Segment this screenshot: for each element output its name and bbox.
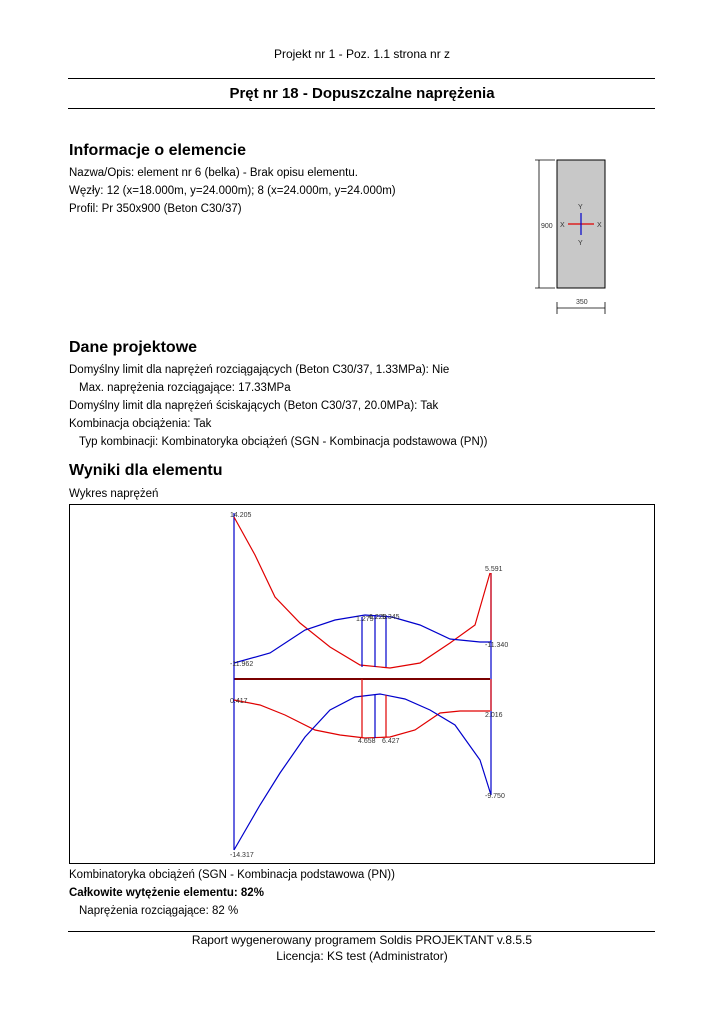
annotation-top-left: 14.205 [230,512,252,519]
x-axis-label-right: X [597,222,602,229]
y-axis-label-bottom: Y [578,240,583,247]
design-heading: Dane projektowe [69,339,198,356]
annotation-bottom-left: 0.417 [230,698,248,705]
y-axis-label-top: Y [578,204,583,211]
annotation-top-mid-2: 6.220 [369,614,387,621]
footer-generator: Raport wygenerowany programem Soldis PROJEKTANT v.8.5.5 [191,933,533,947]
annotation-top-mid-1: 1.275 [356,616,374,623]
annotation-top-right-blue: -11.340 [485,642,509,649]
x-axis-label-left: X [560,222,565,229]
info-line-nodes: Węzły: 12 (x=18.000m, y=24.000m); 8 (x=24.000m, y=24.000m) [69,185,396,197]
total-utilization: Całkowite wytężenie elementu: 82% [69,887,264,899]
annotation-bottom-right-blue: -9.750 [485,793,505,800]
info-line-name: Nazwa/Opis: element nr 6 (belka) - Brak opisu elementu. [69,167,358,179]
cross-section-drawing [525,150,625,320]
width-label: 350 [576,299,588,306]
info-line-profile: Profil: Pr 350x900 (Beton C30/37) [69,203,242,215]
tension-utilization: Naprężenia rozciągające: 82 % [79,905,239,917]
design-line-combination-type: Typ kombinacji: Kombinatoryka obciążeń (SGN - Kombinacja podstawowa (PN)) [79,436,488,448]
annotation-bottom-mid-2: 6.427 [382,738,400,745]
chart-caption: Wykres naprężeń [69,488,159,500]
title-rule [68,108,655,109]
page-header: Projekt nr 1 - Poz. 1.1 strona nr z [273,47,451,61]
annotation-bottom-right: 2.016 [485,712,503,719]
design-line-load-combination: Kombinacja obciążenia: Tak [69,418,212,430]
stress-chart-frame [69,504,655,864]
design-line-max-tension: Max. naprężenia rozciągające: 17.33MPa [79,382,291,394]
footer-license: Licencja: KS test (Administrator) [276,949,448,963]
combination-line: Kombinatoryka obciążeń (SGN - Kombinacja podstawowa (PN)) [69,869,395,881]
annotation-bottom-mid-1: 4.658 [358,738,376,745]
page-title: Pręt nr 18 - Dopuszczalne naprężenia [229,85,495,102]
results-heading: Wyniki dla elementu [69,462,223,479]
header-rule [68,78,655,79]
height-label: 900 [541,223,553,230]
footer-rule [68,931,655,932]
annotation-bottom-left-blue: -14.317 [230,852,254,859]
annotation-top-mid-3: 5.345 [382,614,400,621]
info-heading: Informacje o elemencie [69,142,246,159]
stress-chart [70,505,654,863]
design-line-tension-limit: Domyślny limit dla naprężeń rozciągających (Beton C30/37, 1.33MPa): Nie [69,364,450,376]
design-line-compression-limit: Domyślny limit dla naprężeń ściskających (Beton C30/37, 20.0MPa): Tak [69,400,439,412]
annotation-top-right: 5.591 [485,566,503,573]
annotation-top-left-blue: -11.962 [230,661,254,668]
